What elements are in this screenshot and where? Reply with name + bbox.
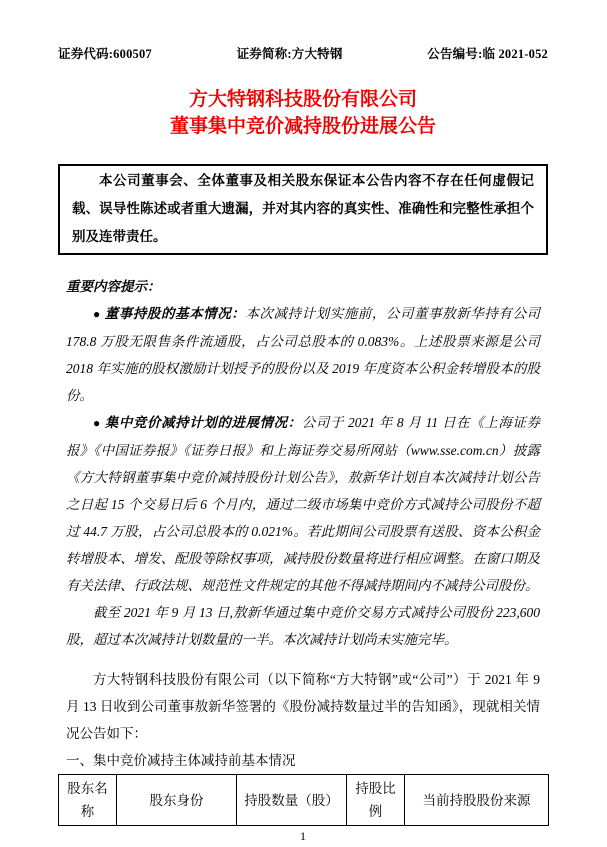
holders-table — [58, 774, 549, 826]
disclaimer-box — [58, 164, 548, 255]
bullet-body-holdings: 本次减持计划实施前，公司董事敖新华持有公司 178.8 万股无限售条件流通股，占公司总股本的 0.083%。上述股票来源是公司 2018 年实施的股权激励计划授予的股份以及 2019 年度资本公积金转增股本的股份。 — [66, 306, 541, 403]
section1-title: 一、集中竞价减持主体减持前基本情况 — [66, 753, 296, 768]
bullet-icon: ● — [93, 416, 101, 430]
page-title — [58, 86, 548, 140]
col-header-holding-ratio: 持股比例 — [347, 775, 405, 826]
paragraph-progress-summary: 截至 2021 年 9 月 13 日,敖新华通过集中竞价交易方式减持公司股份 223,600 股，超过本次减持计划数量的一半。本次减持计划尚未实施完毕。 — [66, 605, 540, 647]
important-notice-label: 重要内容提示： — [66, 279, 161, 294]
col-header-shares-held: 持股数量（股） — [237, 775, 347, 826]
stock-code: 证券代码:600507 — [58, 47, 152, 61]
holders-table-header-row — [59, 775, 549, 826]
doc-header — [58, 44, 548, 62]
disclaimer-text: 本公司董事会、全体董事及相关股东保证本公告内容不存在任何虚假记载、误导性陈述或者重大遗漏，并对其内容的真实性、准确性和完整性承担个别及连带责任。 — [72, 173, 534, 244]
bullet-icon: ● — [93, 307, 101, 321]
body-text — [58, 273, 548, 774]
announcement-number: 公告编号:临 2021-052 — [427, 47, 548, 61]
paragraph-intro: 方大特钢科技股份有限公司（以下简称“方大特钢”或“公司”）于 2021 年 9 月 13 日收到公司董事敖新华签署的《股份减持数量过半的告知函》，现就相关情况公告如下： — [66, 672, 540, 741]
bullet-item-holdings — [66, 300, 540, 409]
page-title-line2: 董事集中竞价减持股份进展公告 — [169, 116, 436, 137]
page-number: 1 — [300, 829, 306, 843]
col-header-share-source: 当前持股股份来源 — [405, 775, 549, 826]
bullet-item-progress — [66, 409, 540, 599]
col-header-shareholder-name: 股东名称 — [59, 775, 117, 826]
bullet-body-progress: 公司于 2021 年 8 月 11 日在《上海证券报》《中国证券报》《证券日报》和上海证券交易所网站（www.sse.com.cn）披露《方大特钢董事集中竞价减持股份计划公告》，敖新华计划自本次减持计划公告之日起 15 个交易日后 6 个月内，通过二级市场集中竞价方式减持公司股份不超过 44.7 万股，占公司总股本的 0.021%。若此期间公司股票有送股、资本公积金转增股本、增发、配股等除权事项，减持股份数量将进行相应调整。在窗口期及有关法律、行政法规、规范性文件规定的其他不得减持期间内不减持公司股份。 — [66, 415, 541, 593]
bullet-heading-progress: 集中竞价减持计划的进展情况： — [104, 415, 302, 430]
col-header-shareholder-identity: 股东身份 — [117, 775, 237, 826]
page-title-line1: 方大特钢科技股份有限公司 — [188, 89, 417, 110]
bullet-heading-holdings: 董事持股的基本情况： — [104, 306, 246, 321]
stock-short-name: 证券简称:方大特钢 — [236, 47, 343, 61]
